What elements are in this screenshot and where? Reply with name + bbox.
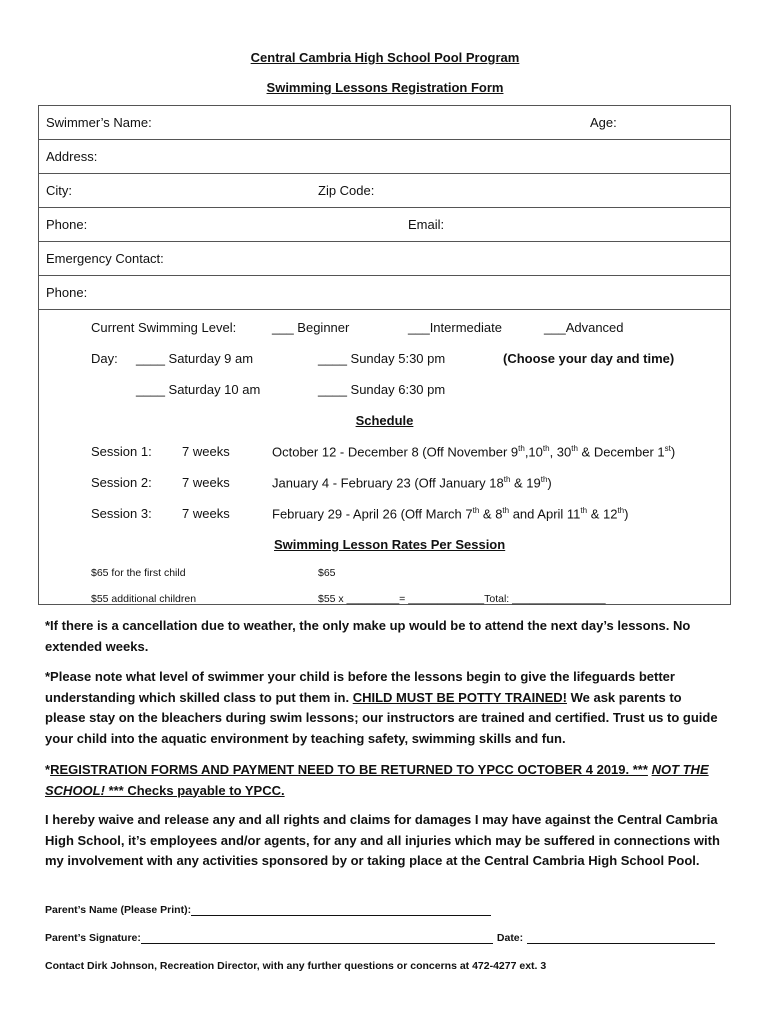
rate-additional-label: $55 additional children <box>91 593 197 605</box>
day-sunday-630[interactable]: ____ Sunday 6:30 pm <box>318 382 446 397</box>
registration-note <box>45 760 725 801</box>
sup: st <box>664 444 671 453</box>
session-2-text: ) <box>547 475 552 491</box>
sup: th <box>503 475 511 484</box>
phone-field[interactable]: Phone: <box>46 217 88 232</box>
registration-box <box>38 105 731 605</box>
session-1-dates <box>272 444 675 459</box>
day-label: Day: <box>91 351 118 366</box>
sup: th <box>540 475 548 484</box>
session-3-text: February 29 - April 26 (Off March 7 <box>272 506 473 522</box>
potty-trained-note: CHILD MUST BE POTTY TRAINED! <box>352 689 567 705</box>
parent-signature-label: Parent’s Signature: <box>45 932 141 944</box>
emergency-row <box>39 242 730 276</box>
address-row <box>39 140 730 174</box>
sup: th <box>571 444 578 453</box>
session-3-text: and April 11 <box>509 506 581 522</box>
session-1-text: October 12 - December 8 (Off November 9 <box>272 444 519 460</box>
sup: th <box>617 506 625 515</box>
swimmer-name-field[interactable]: Swimmer’s Name: <box>46 115 152 130</box>
level-note <box>45 667 725 749</box>
session-1-text: ) <box>670 444 676 460</box>
session-2-name: Session 2: <box>91 475 152 490</box>
parent-signature-input[interactable] <box>141 931 493 944</box>
sup: th <box>502 506 510 515</box>
city-field[interactable]: City: <box>46 183 72 198</box>
schedule-heading: Schedule <box>355 413 414 428</box>
session-1-text: & December 1 <box>577 444 665 460</box>
session-2-dates <box>272 475 552 490</box>
day-note: (Choose your day and time) <box>503 351 675 366</box>
level-intermediate[interactable]: ___Intermediate <box>408 320 502 335</box>
form-subtitle: Swimming Lessons Registration Form <box>266 80 504 95</box>
rate-additional-value[interactable]: $55 x _________= _____________Total: ________________ <box>318 593 606 605</box>
session-3-weeks: 7 weeks <box>182 506 230 521</box>
cancellation-note: *If there is a cancellation due to weather, the only make up would be to attend the next day’s lessons. No extended weeks. <box>45 618 691 654</box>
registration-deadline: REGISTRATION FORMS AND PAYMENT NEED TO BE RETURNED TO YPCC OCTOBER 4 2019. *** <box>50 762 648 777</box>
sup: th <box>472 506 480 515</box>
emergency-contact-field[interactable]: Emergency Contact: <box>46 251 164 266</box>
registration-star: * <box>45 762 51 777</box>
session-1-weeks: 7 weeks <box>182 444 230 459</box>
level-beginner[interactable]: ___ Beginner <box>272 320 350 335</box>
address-field[interactable]: Address: <box>46 149 98 164</box>
sup: th <box>518 444 525 453</box>
form-title: Central Cambria High School Pool Program <box>250 50 520 65</box>
level-advanced[interactable]: ___Advanced <box>544 320 624 335</box>
session-2-weeks: 7 weeks <box>182 475 230 490</box>
session-1-name: Session 1: <box>91 444 152 459</box>
parent-signature-line <box>45 931 715 944</box>
phone-row <box>39 208 730 242</box>
date-input[interactable] <box>527 931 715 944</box>
day-saturday-9[interactable]: ____ Saturday 9 am <box>136 351 254 366</box>
session-3-name: Session 3: <box>91 506 152 521</box>
rate-first-label: $65 for the first child <box>91 567 186 579</box>
level-note-text: *Please note what level of swimmer your child is before the lessons begin to give the lifeguards better understanding which skilled class to put them in. <box>45 669 675 705</box>
day-saturday-10[interactable]: ____ Saturday 10 am <box>136 382 261 397</box>
session-2-text: & 19 <box>510 475 541 491</box>
parent-name-label: Parent’s Name (Please Print): <box>45 904 192 916</box>
zip-field[interactable]: Zip Code: <box>318 183 375 198</box>
checks-payable: *** Checks payable to YPCC. <box>104 782 285 798</box>
session-3-text: ) <box>624 506 629 522</box>
parent-name-line <box>45 903 491 916</box>
session-3-dates <box>272 506 628 521</box>
parent-name-input[interactable] <box>191 903 491 916</box>
waiver-text: I hereby waive and release any and all rights and claims for damages I may have against the Central Cambria High School, it’s employees and/or agents, for any and all injuries which may be suffered in connections with my involvement with any activities sponsored by or taking place at the Central Cambria High School Pool. <box>45 812 720 868</box>
sup: th <box>580 506 588 515</box>
session-3-text: & 12 <box>587 506 618 522</box>
session-2-text: January 4 - February 23 (Off January 18 <box>272 475 504 491</box>
lesson-details <box>39 310 730 604</box>
date-label: Date: <box>496 932 524 944</box>
email-field[interactable]: Email: <box>408 217 445 232</box>
level-label: Current Swimming Level: <box>91 320 237 335</box>
rates-heading: Swimming Lesson Rates Per Session <box>274 537 506 552</box>
not-the-school: NOT THE SCHOOL! <box>45 762 709 798</box>
contact-line: Contact Dirk Johnson, Recreation Director, with any further questions or concerns at 472-4277 ext. 3 <box>45 960 547 972</box>
age-field[interactable]: Age: <box>590 115 617 130</box>
rate-first-value: $65 <box>318 567 336 579</box>
session-1-text: ,10 <box>524 444 543 460</box>
session-1-text: , 30 <box>549 444 572 460</box>
sup: th <box>542 444 550 453</box>
emergency-phone-row <box>39 276 730 310</box>
swimmer-row <box>39 106 730 140</box>
session-3-text: & 8 <box>479 506 503 522</box>
city-row <box>39 174 730 208</box>
day-sunday-530[interactable]: ____ Sunday 5:30 pm <box>318 351 446 366</box>
level-note-text: We ask parents to please stay on the bleachers during swim lessons; our instructors are trained and certified. Trust us to guide your child into the aquatic environment by teaching safety, swimming skills and fun. <box>45 689 718 746</box>
emergency-phone-field[interactable]: Phone: <box>46 285 88 300</box>
